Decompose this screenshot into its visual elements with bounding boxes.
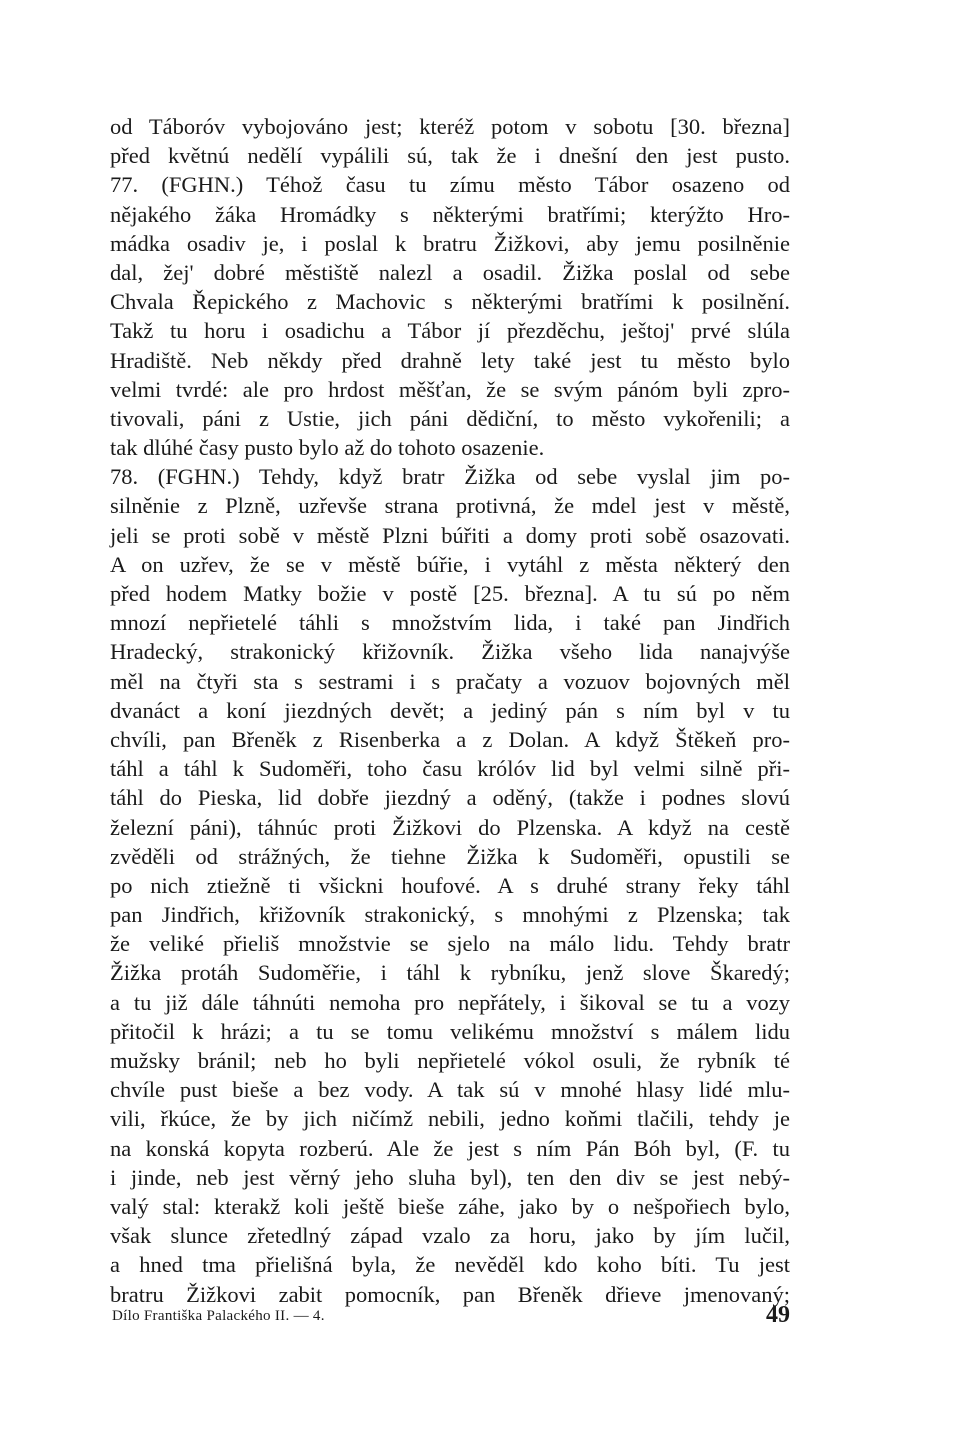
- text-line: na konská kopyta rozberú. Ale že jest s ním Pán Bóh byl, (F. tu: [110, 1135, 790, 1161]
- text-line: táhl do Pieska, lid dobře jiezdný a oděný, (takže i podnes slovú: [110, 785, 790, 811]
- text-line: přitočil k hrázi; a tu se tomu velikému množství s málem lidu: [110, 1018, 790, 1044]
- text-line: bratru Žižkovi zabit pomocník, pan Břeněk dřieve jmenovaný;: [110, 1281, 790, 1307]
- text-line: po nich ztiežně ti všickni houfové. A s druhé strany řeky táhl: [110, 872, 790, 898]
- text-line: před květnú nedělí vypálili sú, tak že i dnešní den jest pusto.: [110, 143, 790, 169]
- text-line: valý stal: kterakž koli ještě bieše záhe, jako by o nešpořiech bylo,: [110, 1193, 790, 1219]
- text-line: pan Jindřich, křižovník strakonický, s mnohými z Plzenska; tak: [110, 902, 790, 928]
- text-line: Hradiště. Neb někdy před drahně lety také jest tu město bylo: [110, 347, 790, 373]
- body-text: [110, 112, 790, 1309]
- text-line: od Táboróv vybojováno jest; kteréž potom v sobotu [30. března]: [110, 114, 790, 139]
- page-number: 49: [766, 1302, 790, 1328]
- footer-source: Dílo Františka Palackého II. — 4.: [112, 1308, 325, 1324]
- text-line: tivovali, páni z Ustie, jich páni dědiční, to město vykořenili; a: [110, 405, 790, 431]
- text-line: Takž tu horu i osadichu a Tábor jí přezděchu, ještoj' prvé slúla: [110, 318, 790, 344]
- text-line: měl na čtyři sta s sestrami i s pračaty a vozuov bojovných měl: [110, 668, 790, 694]
- text-line: 78. (FGHN.) Tehdy, když bratr Žižka od sebe vyslal jim po-: [110, 464, 790, 490]
- text-line: že veliké přieliš množstvie se sjelo na málo lidu. Tehdy bratr: [110, 931, 790, 957]
- text-line: mužsky bránil; neb ho byli nepřietelé vókol osuli, že rybník té: [110, 1048, 790, 1073]
- text-line: tak dlúhé časy pusto bylo až do tohoto osazenie.: [110, 435, 545, 461]
- text-line: dal, žej' dobré městiště nalezl a osadil. Žižka poslal od sebe: [110, 259, 790, 285]
- text-line: Žižka protáh Sudoměřie, i táhl k rybníku, jenž slove Škaredý;: [110, 960, 790, 986]
- text-line: Chvala Řepického z Machovic s některými bratřími k posilnění.: [110, 289, 790, 315]
- text-line: táhl a táhl k Sudoměři, toho času królóv lid byl velmi silně při-: [110, 756, 790, 782]
- text-line: Hradecký, strakonický křižovník. Žižka všeho lida nanajvýše: [110, 639, 790, 665]
- text-line: jeli se proti sobě v městě Plzni búřiti a domy proti sobě osazovati.: [110, 522, 790, 548]
- text-line: chvíli, pan Břeněk z Risenberka a z Dolan. A když Štěkeň pro-: [110, 726, 790, 752]
- text-line: železní páni), táhnúc proti Žižkovi do Plzenska. A když na cestě: [110, 814, 790, 840]
- text-line: a hned tma přielišná byla, že nevěděl kdo koho bíti. Tu jest: [110, 1252, 790, 1278]
- text-line: i jinde, neb jest věrný jeho sluha byl), ten den div se jest nebý-: [110, 1164, 790, 1190]
- text-line: 77. (FGHN.) Téhož času tu zímu město Tábor osazeno od: [110, 172, 790, 198]
- text-line: velmi tvrdé: ale pro hrdost měšťan, že se svým pánóm byli zpro-: [110, 376, 790, 402]
- text-line: A on uzřev, že se v městě búřie, i vytáhl z města některý den: [110, 551, 790, 577]
- text-line: nějakého žáka Hromádky s některými bratřími; kterýžto Hro-: [110, 201, 790, 227]
- text-line: chvíle pust bieše a bez vody. A tak sú v mnohé hlasy lidé mlu-: [110, 1077, 790, 1103]
- text-line: však slunce zřetedlný západ vzalo za horu, jako by jím lučil,: [110, 1223, 790, 1249]
- text-line: silněnie z Plzně, uzřevše strana protivná, že mdel jest v městě,: [110, 493, 790, 519]
- text-line: dvanáct a koní jiezdných devět; a jediný pán s ním byl v tu: [110, 697, 790, 723]
- text-line: vili, řkúce, že by jich ničímž nebili, jedno koňmi tlačili, tehdy je: [110, 1106, 790, 1132]
- text-line: zvěděli od strážných, že tiehne Žižka k Sudoměři, opustili se: [110, 843, 790, 869]
- text-line: před hodem Matky božie v postě [25. března]. A tu sú po něm: [110, 581, 790, 606]
- text-line: a tu již dále táhnúti nemoha pro nepřátely, i šikoval se tu a vozy: [110, 989, 790, 1015]
- text-line: mádka osadiv je, i poslal k bratru Žižkovi, aby jemu posilněnie: [110, 230, 790, 256]
- text-line: mnozí nepřietelé táhli s množstvím lida, i také pan Jindřich: [110, 610, 790, 636]
